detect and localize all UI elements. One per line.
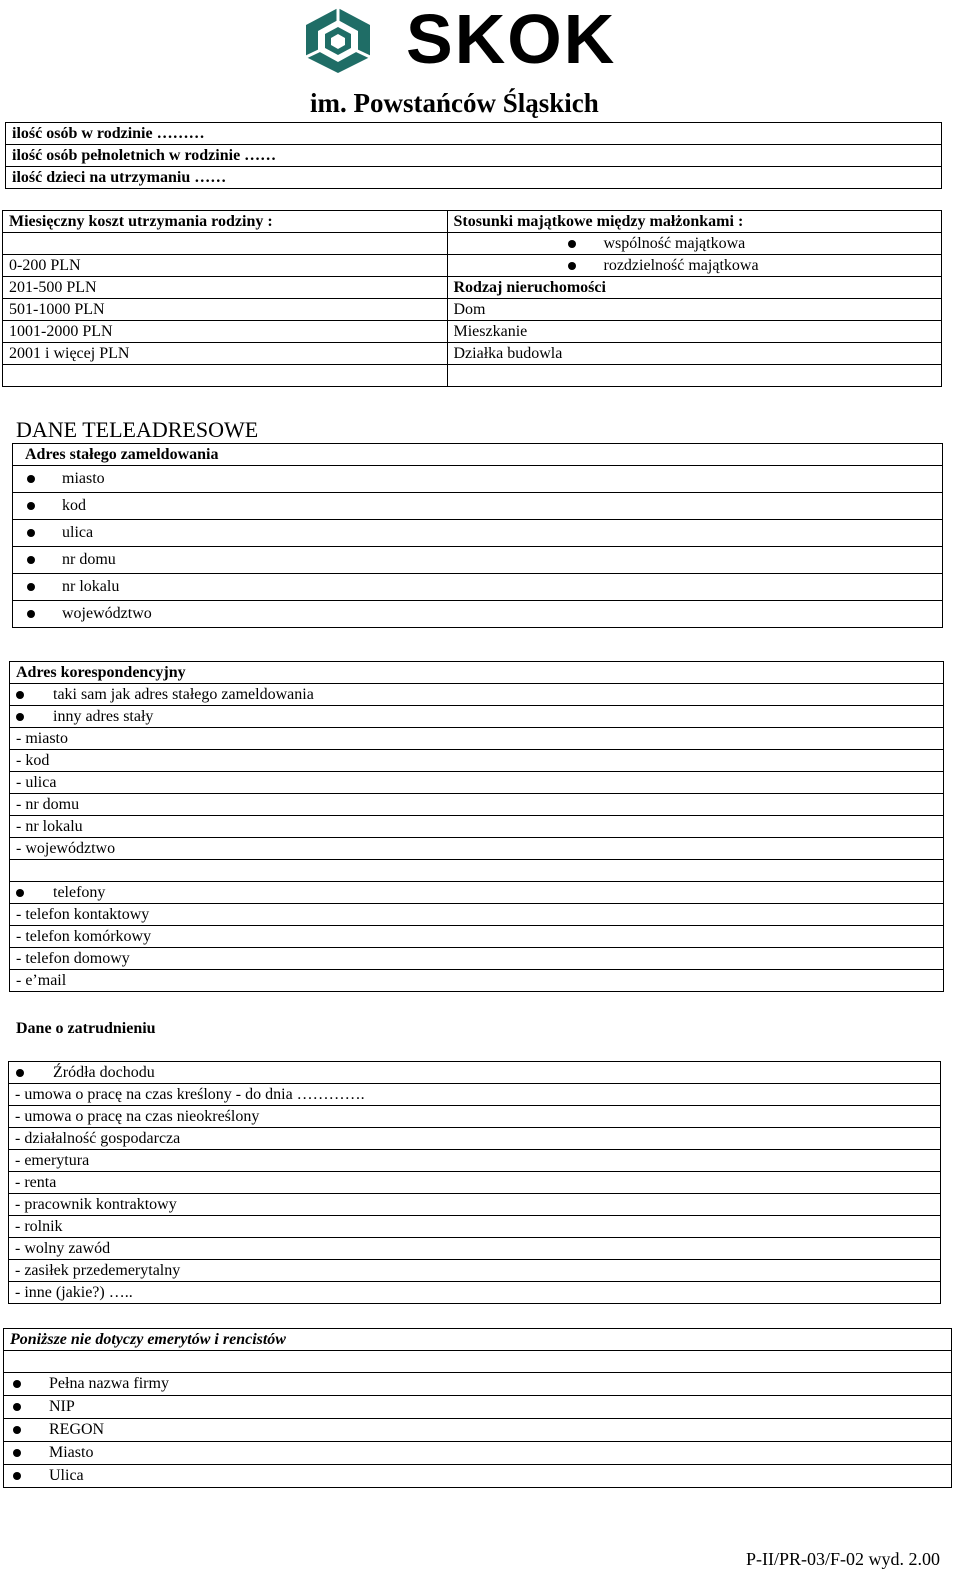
family-children: ilość dzieci na utrzymaniu …… — [6, 167, 942, 189]
bullet-icon — [16, 1069, 24, 1077]
correspondence-field[interactable]: - województwo — [10, 838, 944, 860]
phone-field[interactable]: - telefon kontaktowy — [10, 904, 944, 926]
bullet-icon — [568, 262, 576, 270]
property-type-option[interactable]: Dom — [447, 299, 942, 321]
skok-logo-icon — [298, 5, 378, 75]
company-header: Poniższe nie dotyczy emerytów i rencistów — [4, 1329, 952, 1351]
costs-property-table — [2, 210, 942, 387]
permanent-address-table — [12, 443, 943, 628]
correspondence-table — [9, 661, 944, 992]
contact-title: DANE TELEADRESOWE — [16, 417, 259, 442]
income-source[interactable]: - renta — [9, 1172, 941, 1194]
bullet-icon — [27, 529, 35, 537]
company-field[interactable]: NIP — [4, 1396, 952, 1419]
income-sources-label: Źródła dochodu — [9, 1062, 941, 1084]
income-source[interactable]: - umowa o pracę na czas nieokreślony — [9, 1106, 941, 1128]
company-field[interactable]: REGON — [4, 1419, 952, 1442]
property-option-separate[interactable]: rozdzielność majątkowa — [447, 255, 942, 277]
cost-option[interactable]: 1001-2000 PLN — [3, 321, 448, 343]
cost-option[interactable]: 501-1000 PLN — [3, 299, 448, 321]
income-source[interactable]: - wolny zawód — [9, 1238, 941, 1260]
permanent-field[interactable]: miasto — [13, 466, 943, 493]
company-field[interactable]: Pełna nazwa firmy — [4, 1373, 952, 1396]
correspondence-header: Adres korespondencyjny — [10, 662, 944, 684]
correspondence-option[interactable]: inny adres stały — [10, 706, 944, 728]
bullet-icon — [13, 1380, 21, 1388]
bullet-icon — [568, 240, 576, 248]
cost-option[interactable]: 201-500 PLN — [3, 277, 448, 299]
company-field[interactable]: Miasto — [4, 1442, 952, 1465]
employment-title: Dane o zatrudnieniu — [16, 1020, 156, 1037]
bullet-icon — [27, 610, 35, 618]
permanent-address-header: Adres stałego zameldowania — [13, 444, 943, 466]
logo-subtitle: im. Powstańców Śląskich — [310, 88, 599, 118]
bullet-icon — [16, 713, 24, 721]
income-source[interactable]: - inne (jakie?) ….. — [9, 1282, 941, 1304]
bullet-icon — [13, 1403, 21, 1411]
family-adults: ilość osób pełnoletnich w rodzinie …… — [6, 145, 942, 167]
property-type-option[interactable]: Mieszkanie — [447, 321, 942, 343]
permanent-field[interactable]: nr lokalu — [13, 574, 943, 601]
correspondence-field[interactable]: - nr lokalu — [10, 816, 944, 838]
correspondence-field[interactable]: - ulica — [10, 772, 944, 794]
income-source[interactable]: - emerytura — [9, 1150, 941, 1172]
property-type-option[interactable]: Działka budowla — [447, 343, 942, 365]
employment-table — [8, 1061, 941, 1304]
company-field[interactable]: Ulica — [4, 1465, 952, 1488]
property-header: Stosunki majątkowe między małżonkami : — [447, 211, 942, 233]
permanent-field[interactable]: nr domu — [13, 547, 943, 574]
family-size: ilość osób w rodzinie ……… — [6, 123, 942, 145]
bullet-icon — [13, 1426, 21, 1434]
income-source[interactable]: - zasiłek przedemerytalny — [9, 1260, 941, 1282]
correspondence-option[interactable]: taki sam jak adres stałego zameldowania — [10, 684, 944, 706]
correspondence-field[interactable]: - nr domu — [10, 794, 944, 816]
property-option-joint[interactable]: wspólność majątkowa — [447, 233, 942, 255]
income-source[interactable]: - rolnik — [9, 1216, 941, 1238]
property-type-header: Rodzaj nieruchomości — [447, 277, 942, 299]
permanent-field[interactable]: ulica — [13, 520, 943, 547]
family-table — [5, 122, 942, 189]
income-source[interactable]: - umowa o pracę na czas kreślony - do dnia …………. — [9, 1084, 941, 1106]
phones-label: telefony — [10, 882, 944, 904]
logo-name: SKOK — [406, 0, 617, 78]
email-field[interactable]: - e’mail — [10, 970, 944, 992]
income-source[interactable]: - pracownik kontraktowy — [9, 1194, 941, 1216]
bullet-icon — [16, 889, 24, 897]
bullet-icon — [27, 475, 35, 483]
permanent-field[interactable]: kod — [13, 493, 943, 520]
logo — [298, 0, 658, 120]
correspondence-field[interactable]: - miasto — [10, 728, 944, 750]
cost-option[interactable]: 2001 i więcej PLN — [3, 343, 448, 365]
phone-field[interactable]: - telefon komórkowy — [10, 926, 944, 948]
bullet-icon — [13, 1472, 21, 1480]
bullet-icon — [16, 691, 24, 699]
bullet-icon — [27, 502, 35, 510]
correspondence-field[interactable]: - kod — [10, 750, 944, 772]
bullet-icon — [13, 1449, 21, 1457]
costs-header: Miesięczny koszt utrzymania rodziny : — [3, 211, 448, 233]
income-source[interactable]: - działalność gospodarcza — [9, 1128, 941, 1150]
company-table — [3, 1328, 952, 1488]
document-code: P-II/PR-03/F-02 wyd. 2.00 — [745, 1549, 940, 1569]
permanent-field[interactable]: województwo — [13, 601, 943, 628]
bullet-icon — [27, 583, 35, 591]
cost-option[interactable]: 0-200 PLN — [3, 255, 448, 277]
bullet-icon — [27, 556, 35, 564]
phone-field[interactable]: - telefon domowy — [10, 948, 944, 970]
